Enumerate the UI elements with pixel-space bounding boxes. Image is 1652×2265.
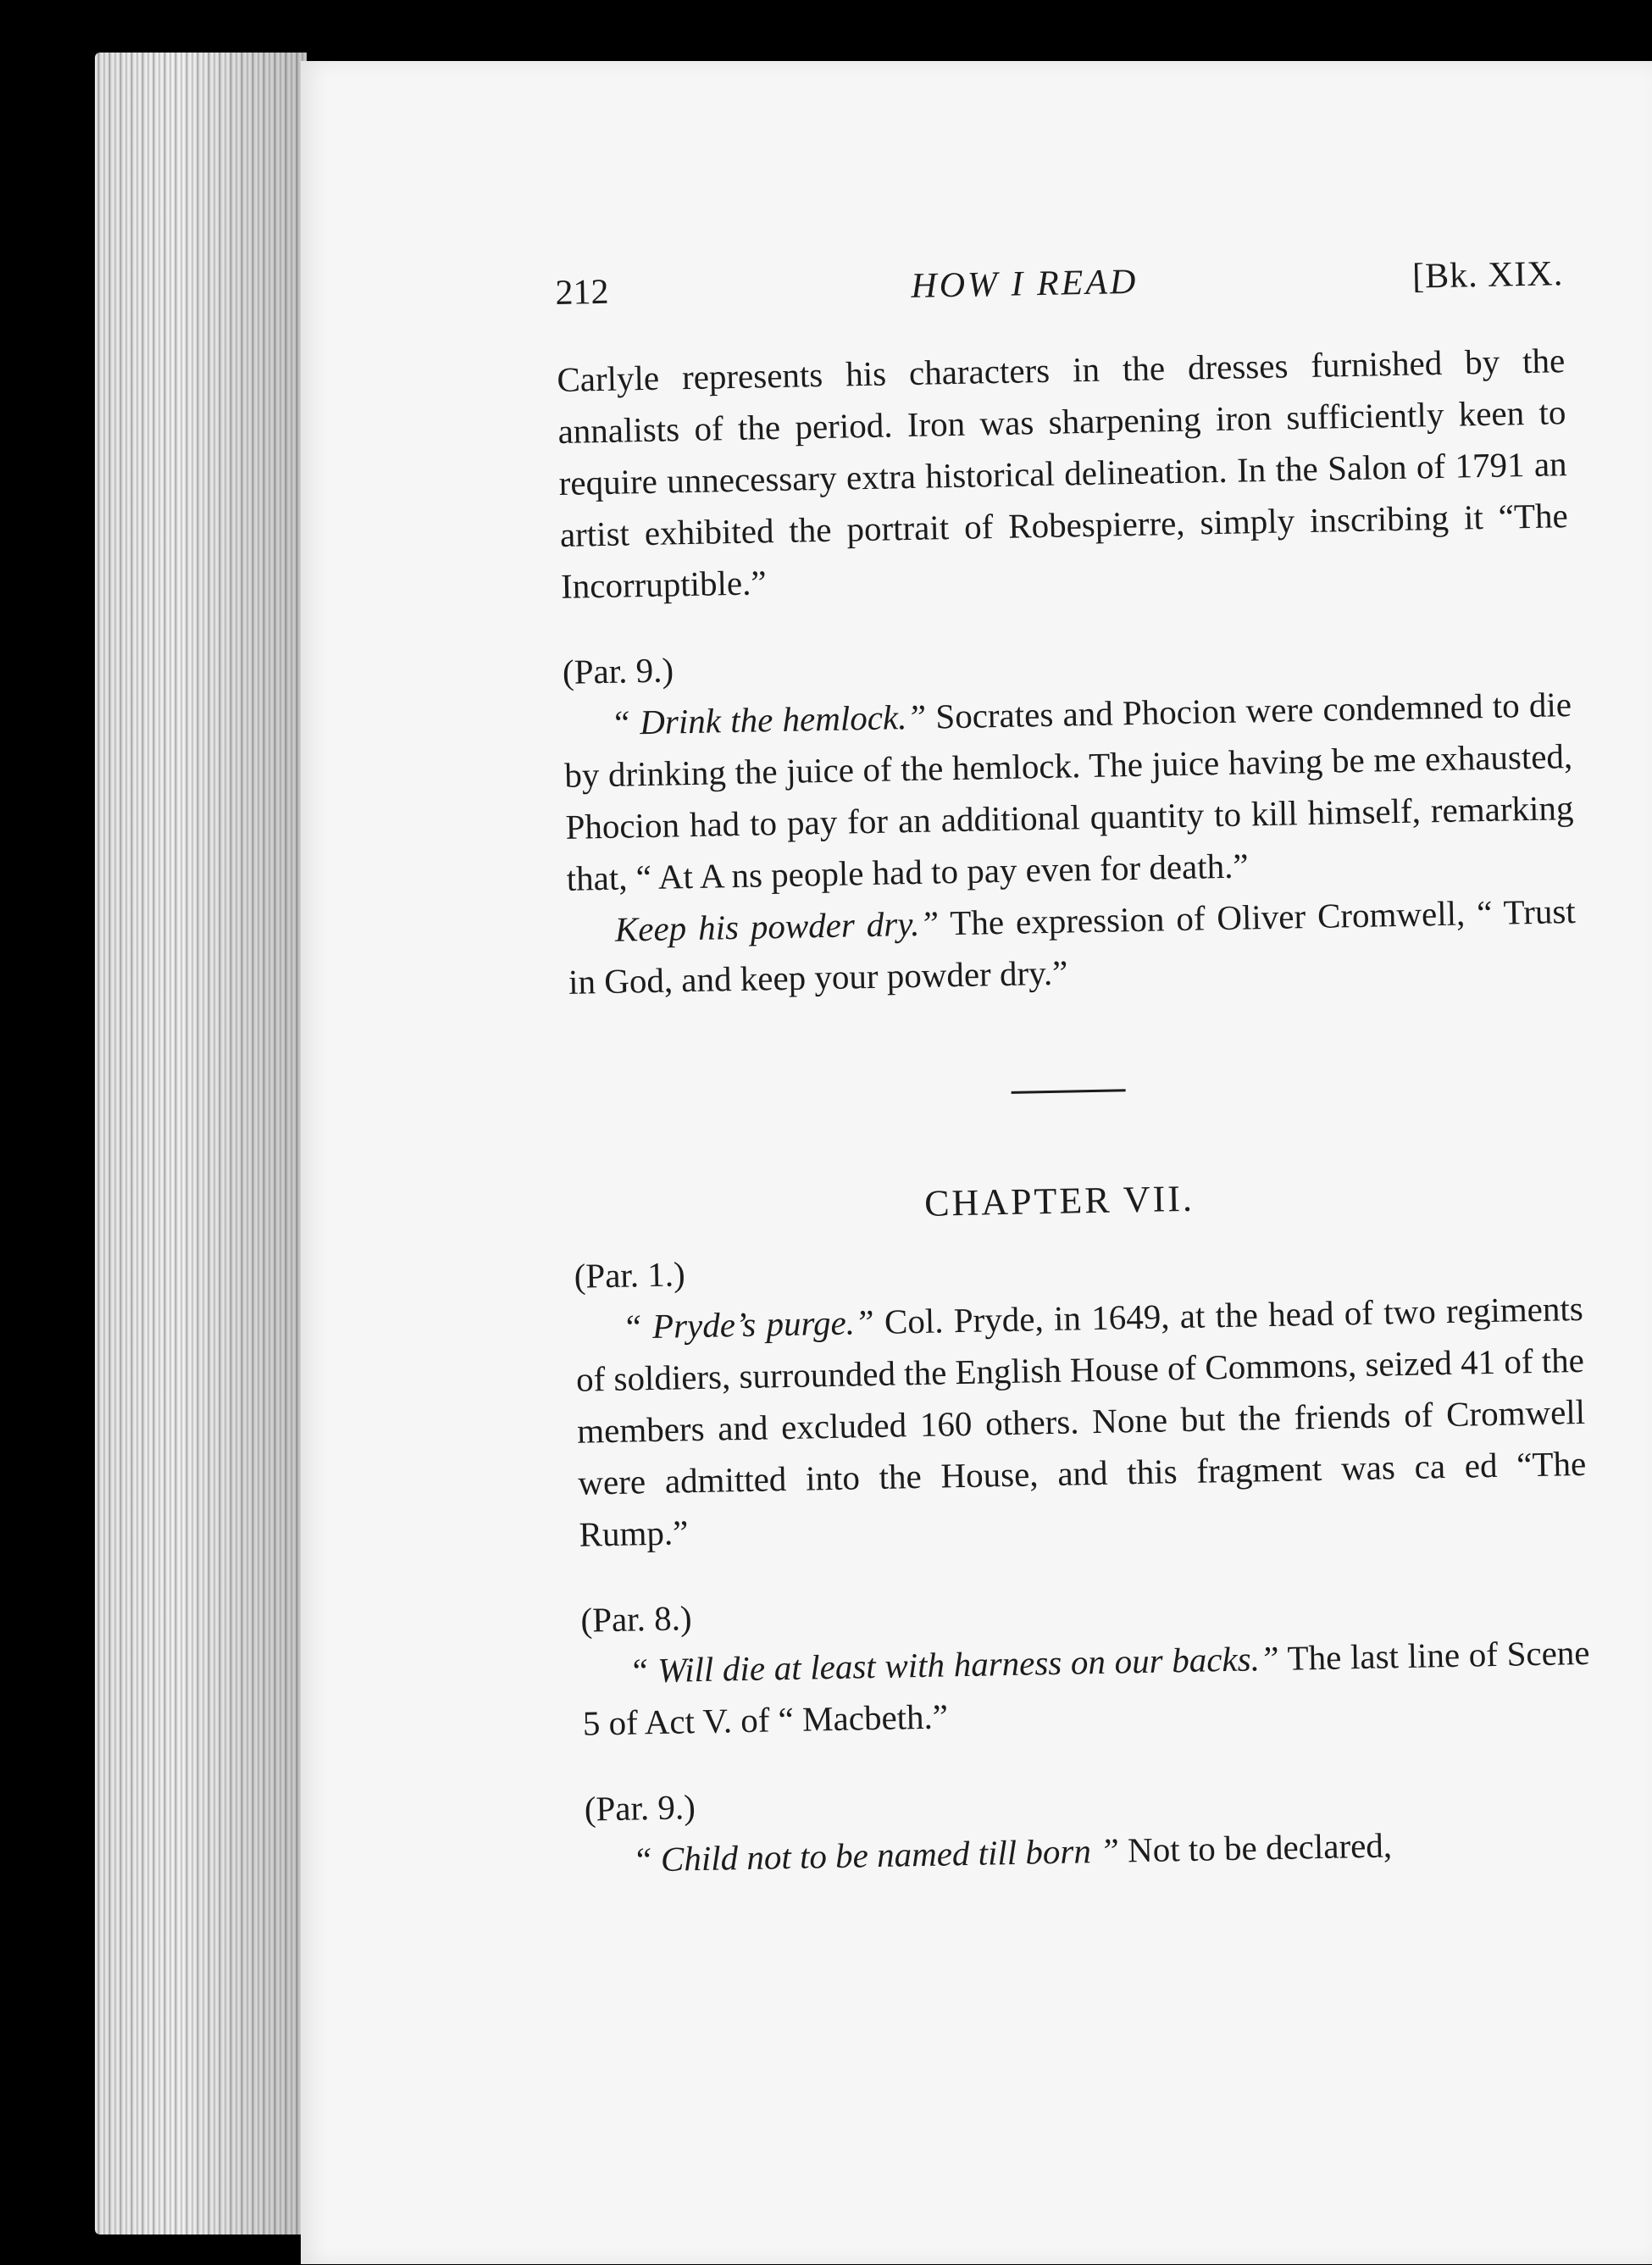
quoted-phrase: “ Will die at least with harness on our backs.” — [629, 1638, 1280, 1690]
paragraph-reference: (Par. 1.) — [574, 1254, 686, 1296]
note-text: The last line of Scene 5 of Act V. of “ Macbeth.” — [582, 1632, 1590, 1743]
note-text: Col. Pryde, in 1649, at the head of two regiments of soldiers, surrounded the English House of Commons, seized 41 of the members and excluded 160 others. None but the friends of Cromwell were admitted into the House, and this fragment was ca ed “The Rump.” — [575, 1288, 1587, 1554]
page-number: 212 — [555, 272, 609, 313]
paragraph-reference: (Par. 9.) — [584, 1787, 696, 1829]
quoted-phrase: “ Pryde’s purge.” — [622, 1302, 875, 1346]
note-paragraph — [563, 679, 1575, 905]
book-page-edges — [95, 53, 307, 2234]
opening-paragraph: Carlyle represents his characters in the dresses furnished by the annalists of the period. Iron was sharpening iron sufficiently keen to require unnecessary extra historical delineation. In the Salon of 1791 an artist exhibited the portrait of Robespierre, simply inscribing it “The Incorruptible.” — [556, 341, 1569, 606]
running-head — [555, 253, 1564, 324]
note-paragraph — [581, 1627, 1591, 1750]
chapter-heading: CHAPTER VII. — [923, 1177, 1195, 1224]
running-title: HOW I READ — [910, 262, 1139, 306]
section-divider — [1012, 1089, 1126, 1094]
note-paragraph — [567, 885, 1577, 1008]
quoted-phrase: Keep his powder dry.” — [614, 903, 940, 949]
note-text: The expression of Oliver Cromwell, “ Trust in God, and keep your powder dry.” — [568, 891, 1577, 1002]
note-paragraph — [574, 1283, 1588, 1561]
note-text: Socrates and Phocion were condemned to die by drinking the juice of the hemlock. The juice having be me exhausted, Phocion had to pay for an additional quantity to kill himself, remarking that, “ At A ns people had to pay even for death.” — [563, 685, 1574, 898]
paragraph-reference: (Par. 8.) — [580, 1598, 692, 1640]
quoted-phrase: “ Child not to be named till born ” — [632, 1830, 1120, 1879]
paragraph-reference: (Par. 9.) — [562, 650, 674, 691]
page-text — [555, 247, 1652, 1887]
book-page — [301, 61, 1652, 2264]
quoted-phrase: “ Drink the hemlock.” — [610, 697, 927, 742]
book-reference: [Bk. XIX. — [1411, 254, 1564, 297]
note-text: Not to be declared, — [1118, 1825, 1393, 1870]
